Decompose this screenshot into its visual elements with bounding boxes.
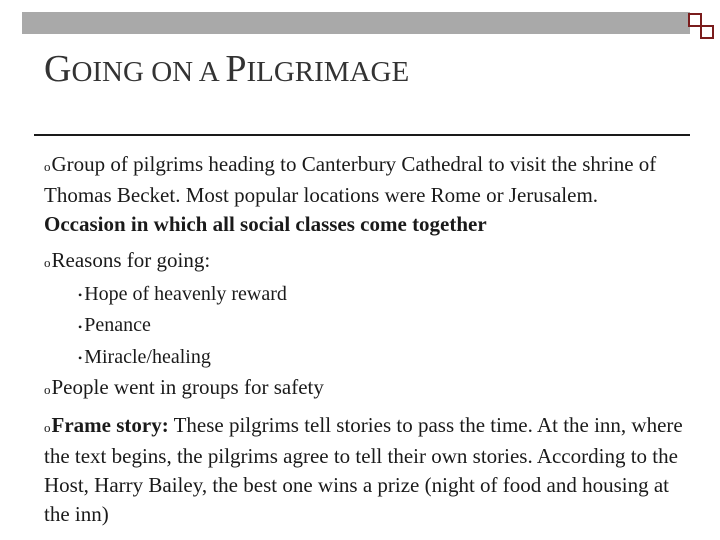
title-part-2: ILGRIMAGE [246,56,410,88]
sub-item-text: Miracle/healing [84,345,211,368]
title-initial-g: G [44,48,72,90]
sub-bullet-icon: • [78,351,83,366]
sub-bullet-icon: • [78,288,83,303]
title-initial-p: P [225,48,247,90]
sub-item-text: Penance [84,314,151,337]
decorative-top-bar [22,12,690,34]
bullet-text: These pilgrims tell stories to pass the time. At the inn, where the text begins, the pilgrims agree to tell their own stories. According to the Host, Harry Bailey, the best one wins a prize (night of food and housing at the inn) [44,413,683,527]
bullet-marker-icon: o [44,420,51,436]
slide-title [44,50,409,88]
bullet-reasons [44,246,684,277]
bullet-emphasis: Occasion in which all social classes come together [44,212,487,236]
sub-bullet-icon: • [78,319,83,334]
bullet-text: Group of pilgrims heading to Canterbury Cathedral to visit the shrine of Thomas Becket. Most popular locations were Rome or Jerusalem. [44,152,657,207]
slide-body [44,150,684,529]
bullet-marker-icon: o [44,159,51,174]
bullet-frame-story [44,411,684,529]
title-divider [34,134,690,136]
bullet-marker-icon: o [44,382,51,398]
sub-list-item [78,279,684,310]
bullet-text: People went in groups for safety [51,375,324,400]
reasons-sublist [78,279,684,373]
bullet-marker-icon: o [44,255,51,270]
bullet-emphasis: Frame story: [51,413,169,438]
sub-list-item [78,310,684,341]
title-part-1: OING ON A [71,56,226,88]
sub-list-item [78,342,684,373]
sub-item-text: Hope of heavenly reward [84,283,287,305]
bullet-groups-safety [44,373,684,404]
corner-square-bottom [700,25,714,39]
bullet-text: Reasons for going: [51,248,211,272]
bullet-group-of-pilgrims [44,150,684,239]
